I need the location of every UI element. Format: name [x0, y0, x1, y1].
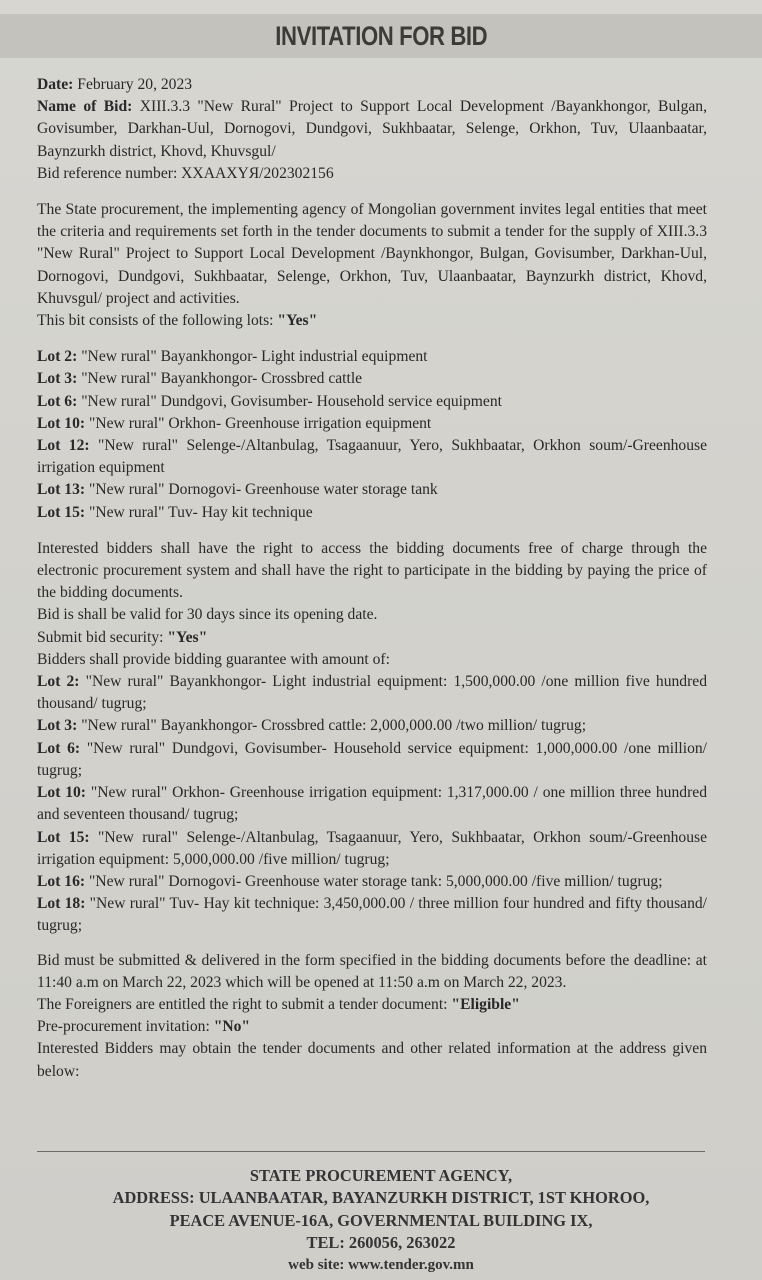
- lot-item: [37, 368, 707, 390]
- date-line: [37, 74, 707, 96]
- deadline-paragraph: Bid must be submitted & delivered in the form specified in the bidding documents before the deadline: at 11:40 a.m on March 22, 2023 which will be opened at 11:50 a.m on March 22, 2023.: [37, 951, 707, 991]
- guarantee-item: [37, 782, 707, 826]
- lot-text: "New rural" Dornogovi- Greenhouse water storage tank: [88, 481, 438, 499]
- bid-name-value: XIII.3.3 "New Rural" Project to Support Local Development /Bayankhongor, Bulgan, Govisumber, Darkhan-Uul, Dornogovi, Dundgovi, Sukhbaatar, Selenge, Orkhon, Tuv, Ulaanbaatar, Baynzurkh district, Khovd, Khuvsgul/: [37, 98, 708, 160]
- guarantee-text: "New rural" Tuv- Hay kit technique: 3,450,000.00 / three million four hundred and fifty thousand/ tugrug;: [37, 895, 708, 935]
- lots-intro-value: "Yes": [277, 312, 318, 330]
- guarantee-item: [37, 671, 707, 715]
- foreigners-value: "Eligible": [451, 995, 520, 1013]
- notice-body: [37, 74, 707, 1083]
- divider: [37, 1151, 705, 1152]
- lot-text: "New rural" Bayankhongor- Crossbred cattle: [81, 370, 363, 388]
- lot-label: Lot 15:: [37, 503, 86, 521]
- bid-name-label: Name of Bid:: [37, 98, 133, 116]
- guarantee-list: [37, 671, 707, 937]
- lot-text: "New rural" Selenge-/Altanbulag, Tsagaanuur, Yero, Sukhbaatar, Orkhon soum/-Greenhouse irrigation equipment: [37, 437, 708, 477]
- bid-reference: Bid reference number: XXAAXYЯ/202302156: [37, 164, 334, 182]
- lot-item: [37, 502, 707, 524]
- security-value: "Yes": [167, 628, 208, 646]
- security-line: [37, 627, 707, 649]
- foreigners-text: The Foreigners are entitled the right to submit a tender document:: [37, 995, 452, 1013]
- lot-item: [37, 413, 707, 435]
- access-paragraph: Interested bidders shall have the right to access the bidding documents free of charge through the electronic procurement system and shall have the right to participate in the bidding by paying the price of the bidding documents.: [37, 539, 707, 602]
- lots-list: [37, 346, 707, 524]
- lot-label: Lot 2:: [37, 348, 78, 366]
- guarantee-intro: Bidders shall provide bidding guarantee with amount of:: [37, 650, 390, 668]
- date-value: February 20, 2023: [77, 76, 193, 93]
- lot-item: [37, 346, 707, 368]
- guarantee-item: [37, 715, 707, 737]
- lot-item: [37, 479, 707, 501]
- address-line-1: ADDRESS: ULAANBAATAR, BAYANZURKH DISTRICT, 1ST KHOROO,: [112, 1188, 650, 1208]
- lot-label: Lot 13:: [37, 481, 86, 499]
- guarantee-text: "New rural" Bayankhongor- Crossbred cattle: 2,000,000.00 /two million/ tugrug;: [81, 717, 587, 735]
- lot-text: "New rural" Orkhon- Greenhouse irrigation equipment: [88, 414, 432, 432]
- guarantee-text: "New rural" Orkhon- Greenhouse irrigation equipment: 1,317,000.00 / one million three hundred and seventeen thousand/ tugrug;: [37, 784, 707, 824]
- lots-intro-text: This bit consists of the following lots:: [37, 312, 278, 330]
- preprocurement-line: [37, 1016, 707, 1038]
- lot-label: Lot 6:: [37, 392, 78, 410]
- guarantee-text: "New rural" Dundgovi, Govisumber- Household service equipment: 1,000,000.00 /one million/ tugrug;: [37, 739, 707, 779]
- guarantee-label: Lot 10:: [37, 784, 86, 802]
- website: web site: www.tender.gov.mn: [288, 1257, 474, 1274]
- guarantee-text: "New rural" Bayankhongor- Light industrial equipment: 1,500,000.00 /one million five hundred thousand/ tugrug;: [37, 673, 708, 713]
- guarantee-label: Lot 15:: [37, 828, 90, 846]
- guarantee-item: [37, 871, 707, 893]
- security-text: Submit bid security:: [37, 628, 168, 646]
- guarantee-item: [37, 738, 707, 782]
- lot-item: [37, 391, 707, 413]
- address-line-2: PEACE AVENUE-16A, GOVERNMENTAL BUILDING IX,: [169, 1210, 593, 1230]
- obtain-paragraph: Interested Bidders may obtain the tender documents and other related information at the address given below:: [37, 1040, 707, 1080]
- guarantee-label: Lot 16:: [37, 872, 86, 890]
- lot-label: Lot 3:: [37, 370, 78, 388]
- date-label: Date:: [37, 76, 74, 93]
- guarantee-text: "New rural" Dornogovi- Greenhouse water storage tank: 5,000,000.00 /five million/ tugrug;: [88, 872, 663, 890]
- title-band: [0, 14, 762, 58]
- intro-paragraph: The State procurement, the implementing agency of Mongolian government invites legal entities that meet the criteria and requirements set forth in the tender documents to submit a tender for the supply of XIII.3.3 "New Rural" Project to Support Local Development /Baynkhongor, Bulgan, Govisumber, Darkhan-Uul, Dornogovi, Dundgovi, Sukhbaatar, Selenge, Orkhon, Tuv, Ulaanbaatar, Baynzurkh district, Khovd, Khuvsgul/ project and activities.: [37, 201, 707, 307]
- lot-text: "New rural" Bayankhongor- Light industrial equipment: [81, 348, 428, 366]
- guarantee-item: [37, 827, 707, 871]
- contact-block: [0, 1165, 762, 1276]
- agency-name: STATE PROCUREMENT AGENCY,: [249, 1166, 513, 1185]
- foreigners-line: [37, 994, 707, 1016]
- validity-line: Bid is shall be valid for 30 days since its opening date.: [37, 606, 378, 624]
- guarantee-label: Lot 6:: [37, 739, 81, 757]
- lot-label: Lot 10:: [37, 414, 86, 432]
- guarantee-text: "New rural" Selenge-/Altanbulag, Tsagaanuur, Yero, Sukhbaatar, Orkhon soum/-Greenhouse irrigation equipment: 5,000,000.00 /five million/ tugrug;: [37, 828, 708, 868]
- guarantee-label: Lot 2:: [37, 673, 80, 691]
- guarantee-label: Lot 3:: [37, 717, 78, 735]
- lot-label: Lot 12:: [37, 437, 90, 455]
- lot-item: [37, 435, 707, 479]
- preprocurement-text: Pre-procurement invitation:: [37, 1018, 214, 1036]
- lot-text: "New rural" Dundgovi, Govisumber- Household service equipment: [81, 392, 502, 410]
- preprocurement-value: "No": [213, 1018, 251, 1036]
- guarantee-label: Lot 18:: [37, 895, 86, 913]
- guarantee-item: [37, 893, 707, 937]
- bid-name: [37, 96, 707, 163]
- lots-intro: [37, 310, 707, 332]
- telephone: TEL: 260056, 263022: [306, 1232, 456, 1252]
- lot-text: "New rural" Tuv- Hay kit technique: [88, 503, 313, 521]
- page-title: INVITATION FOR BID: [275, 20, 487, 51]
